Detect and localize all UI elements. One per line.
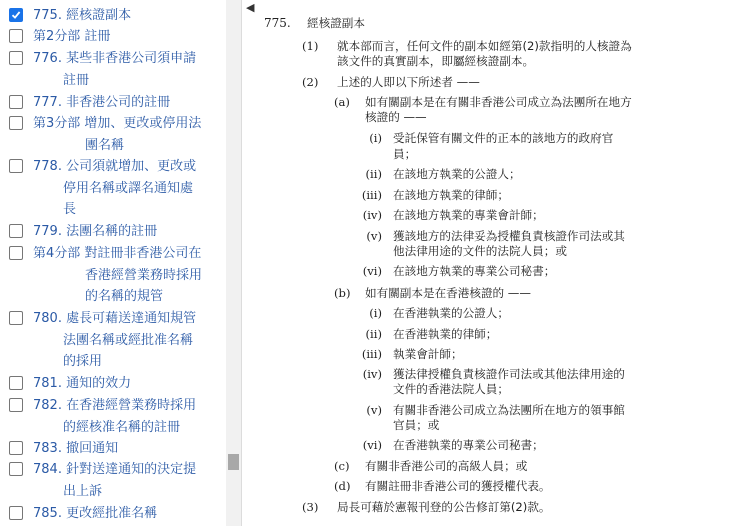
section-title: 經核證副本 xyxy=(307,16,365,30)
toc-item-label: 團名稱 xyxy=(85,137,125,153)
subparagraph-label: (iv) xyxy=(362,208,382,222)
toc-item-label: 法團名稱或經批准名稱 xyxy=(63,332,194,348)
paragraph-text: 有關非香港公司的高級人員；或 xyxy=(365,459,528,473)
subparagraph-label: (ii) xyxy=(365,167,382,181)
toc-item-label: 779. 法團名稱的註冊 xyxy=(33,224,158,239)
subsection-label: (1) xyxy=(302,39,319,53)
scrollbar-thumb[interactable] xyxy=(228,454,239,470)
subparagraph-text: 在香港執業的專業公司秘書； xyxy=(393,438,544,452)
subparagraph-text: 在該地方執業的專業公司秘書； xyxy=(393,264,556,278)
subparagraph-label: (i) xyxy=(369,306,382,320)
subparagraph-text: 受託保管有關文件的正本的該地方的政府官 xyxy=(393,131,614,145)
subsection-label: (3) xyxy=(302,500,319,514)
toc-checkbox[interactable] xyxy=(9,159,23,173)
subparagraph-text: 文件的香港法院人員； xyxy=(393,382,509,396)
toc-sidebar xyxy=(0,0,226,526)
toc-item-label: 777. 非香港公司的註冊 xyxy=(33,95,171,110)
toc-checkbox[interactable] xyxy=(9,376,23,390)
sidebar-scrollbar[interactable] xyxy=(226,0,241,526)
toc-item-label: 778. 公司須就增加、更改或 xyxy=(33,159,197,174)
check-icon xyxy=(11,10,21,20)
toc-item-label: 780. 處長可藉送達通知規管 xyxy=(33,311,197,326)
subparagraph-label: (iii) xyxy=(361,347,382,361)
toc-checkbox[interactable] xyxy=(9,116,23,130)
toc-checkbox[interactable] xyxy=(9,8,23,22)
subparagraph-text: 獲該地方的法律妥為授權負責核證作司法或其 xyxy=(393,229,625,243)
subsection-text: 該文件的真實副本，即屬經核證副本。 xyxy=(337,54,535,68)
paragraph-label: (b) xyxy=(334,286,351,300)
toc-checkbox[interactable] xyxy=(9,224,23,238)
panel-divider xyxy=(241,0,262,526)
toc-item-label: 的採用 xyxy=(63,354,103,369)
toc-item-label: 782. 在香港經營業務時採用 xyxy=(33,398,197,413)
toc-checkbox[interactable] xyxy=(9,95,23,109)
subparagraph-text: 官員；或 xyxy=(393,418,440,432)
collapse-sidebar-icon[interactable]: ◀ xyxy=(246,1,255,14)
subparagraph-label: (v) xyxy=(366,403,382,417)
section-content xyxy=(262,0,750,526)
toc-item-label: 776. 某些非香港公司須申請 xyxy=(33,51,197,66)
subparagraph-label: (iv) xyxy=(362,367,382,381)
section-number: 775. xyxy=(264,16,291,30)
toc-item-label: 停用名稱或譯名通知處 xyxy=(63,180,194,196)
paragraph-text: 如有關副本是在香港核證的 —— xyxy=(365,286,531,300)
toc-item-label: 的名稱的規管 xyxy=(85,289,164,304)
toc-item-label: 785. 更改經批准名稱 xyxy=(33,506,158,521)
subparagraph-label: (vi) xyxy=(362,264,382,278)
toc-checkbox[interactable] xyxy=(9,51,23,65)
toc-checkbox[interactable] xyxy=(9,398,23,412)
toc-item-label: 長 xyxy=(63,202,77,217)
paragraph-text: 有關註冊非香港公司的獲授權代表。 xyxy=(365,479,551,493)
subparagraph-label: (v) xyxy=(366,229,382,243)
subparagraph-label: (i) xyxy=(369,131,382,145)
subsection-text: 局長可藉於憲報刊登的公告修訂第(2)款。 xyxy=(337,500,551,514)
subparagraph-text: 在香港執業的律師； xyxy=(393,327,498,341)
subparagraph-label: (iii) xyxy=(361,188,382,202)
subparagraph-text: 員； xyxy=(393,147,417,161)
toc-item-label: 775. 經核證副本 xyxy=(33,8,132,23)
toc-checkbox[interactable] xyxy=(9,506,23,520)
subsection-label: (2) xyxy=(302,75,319,89)
toc-item-label: 出上訴 xyxy=(63,483,103,499)
paragraph-text: 如有關副本是在有關非香港公司成立為法團所在地方 xyxy=(365,95,632,109)
toc-item-label: 783. 撤回通知 xyxy=(33,441,119,456)
subparagraph-text: 他法律用途的文件的法院人員；或 xyxy=(393,244,567,258)
subsection-text: 就本部而言，任何文件的副本如經第(2)款指明的人核證為 xyxy=(337,39,632,53)
subparagraph-label: (vi) xyxy=(362,438,382,452)
paragraph-label: (a) xyxy=(334,95,350,109)
subparagraph-text: 在香港執業的公證人； xyxy=(393,306,509,320)
toc-checkbox[interactable] xyxy=(9,441,23,455)
toc-checkbox[interactable] xyxy=(9,246,23,260)
toc-item-label: 第2分部 註冊 xyxy=(33,29,111,44)
paragraph-label: (c) xyxy=(334,459,350,473)
paragraph-text: 核證的 —— xyxy=(365,110,427,124)
subparagraph-text: 有關非香港公司成立為法團所在地方的領事館 xyxy=(393,403,625,417)
toc-item-label: 781. 通知的效力 xyxy=(33,376,132,391)
subsection-text: 上述的人即以下所述者 —— xyxy=(337,75,480,89)
toc-checkbox[interactable] xyxy=(9,29,23,43)
toc-item-label: 784. 針對送達通知的決定提 xyxy=(33,462,197,477)
toc-item-label: 的經核准名稱的註冊 xyxy=(63,419,181,435)
toc-item-label: 第4分部 對註冊非香港公司在 xyxy=(33,246,202,261)
toc-item-label: 香港經營業務時採用 xyxy=(85,267,203,283)
toc-item-label: 註冊 xyxy=(63,72,90,88)
subparagraph-text: 在該地方執業的專業會計師； xyxy=(393,208,544,222)
subparagraph-text: 執業會計師； xyxy=(393,347,463,361)
subparagraph-label: (ii) xyxy=(365,327,382,341)
subparagraph-text: 在該地方執業的公證人； xyxy=(393,167,521,181)
subparagraph-text: 在該地方執業的律師； xyxy=(393,188,509,202)
subparagraph-text: 獲法律授權負責核證作司法或其他法律用途的 xyxy=(393,367,625,381)
paragraph-label: (d) xyxy=(334,479,351,493)
toc-checkbox[interactable] xyxy=(9,311,23,325)
toc-checkbox[interactable] xyxy=(9,462,23,476)
toc-item-label: 第3分部 增加、更改或停用法 xyxy=(33,116,202,131)
